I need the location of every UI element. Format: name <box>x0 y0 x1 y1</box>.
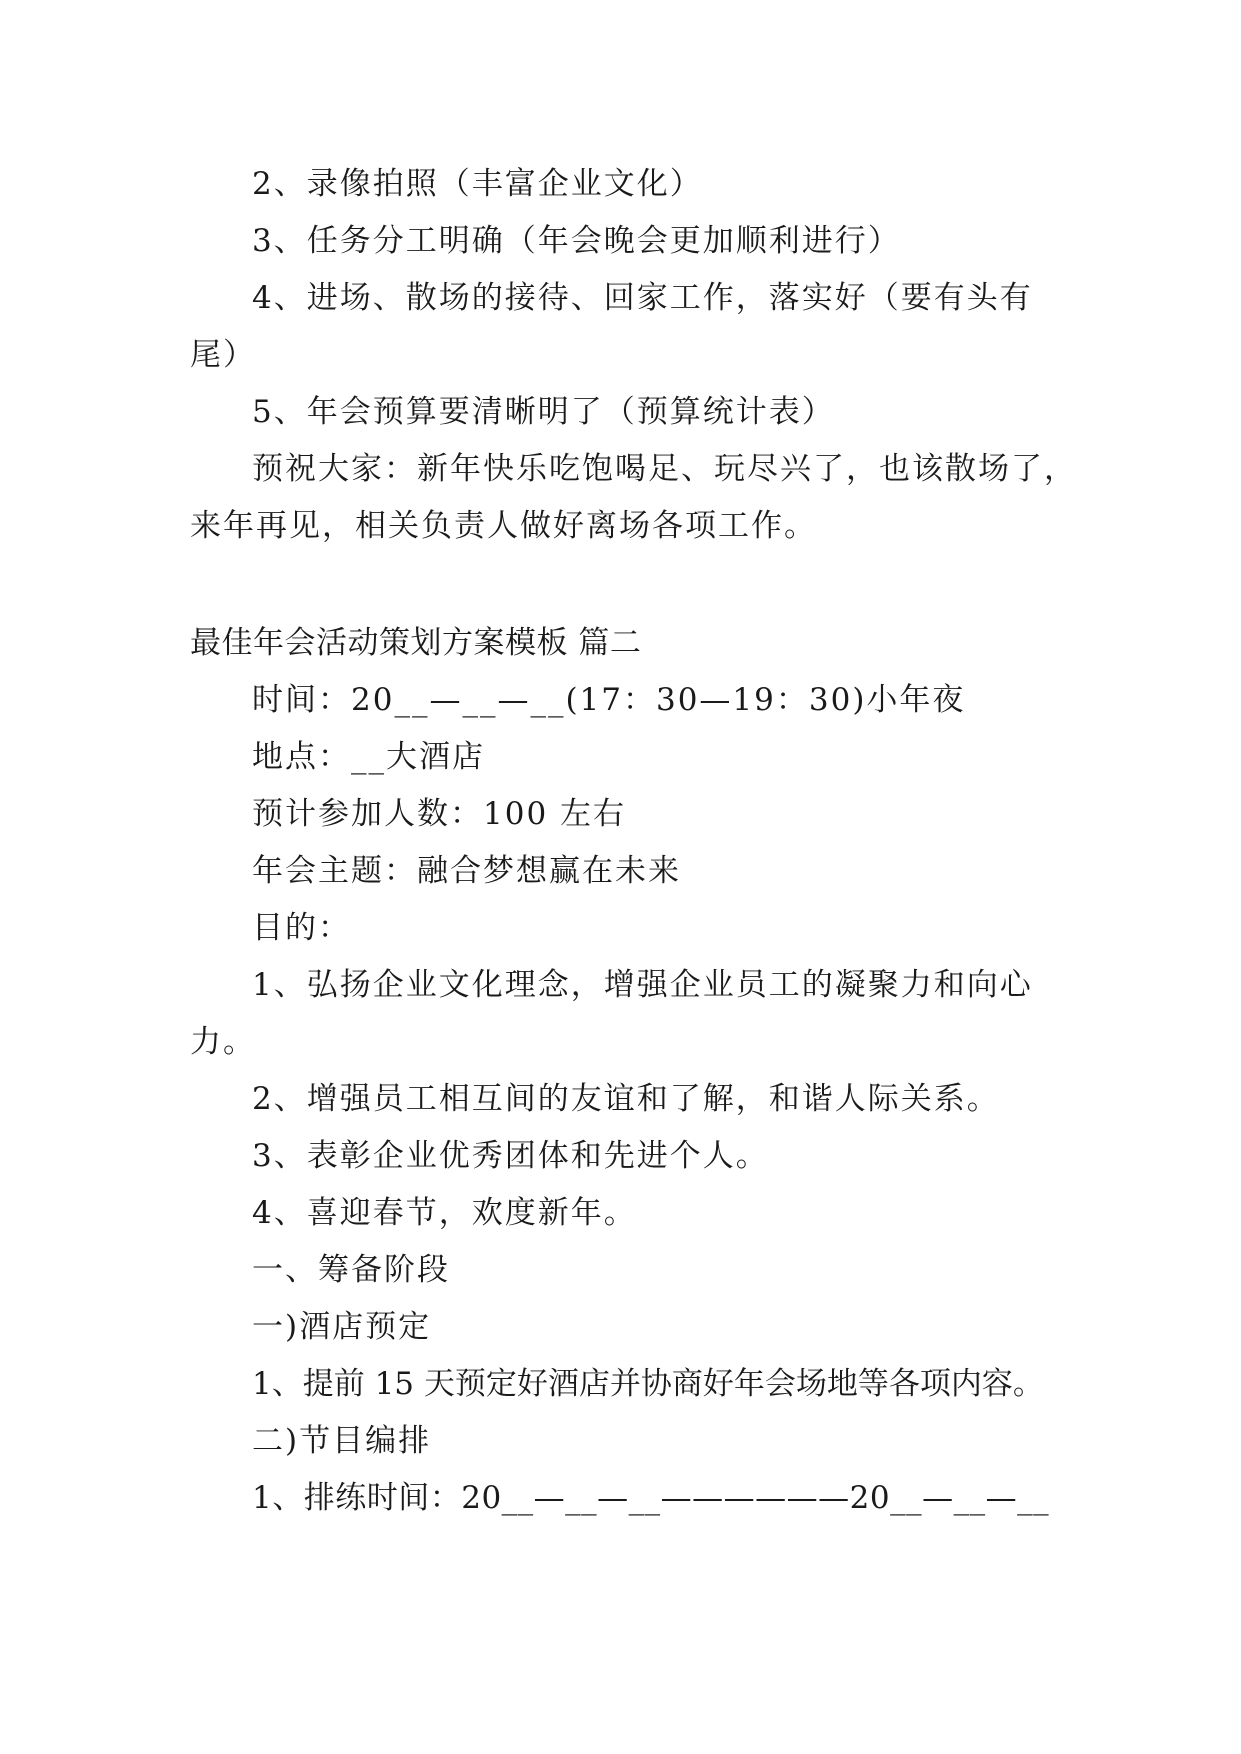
paragraph-line: 力。 <box>190 1024 256 1060</box>
paragraph-line: 3、表彰企业优秀团体和先进个人。 <box>252 1138 769 1174</box>
paragraph-line: 4、进场、散场的接待、回家工作，落实好（要有头有 <box>252 280 1033 316</box>
paragraph-line: 一、筹备阶段 <box>252 1252 450 1288</box>
paragraph-line: 目的： <box>252 910 351 946</box>
paragraph-line: 1、弘扬企业文化理念，增强企业员工的凝聚力和向心 <box>252 967 1033 1003</box>
paragraph-line: 地点：__大酒店 <box>252 739 485 775</box>
section-heading: 最佳年会活动策划方案模板 篇二 <box>190 625 642 661</box>
paragraph-line: 预计参加人数：100 左右 <box>252 796 627 832</box>
paragraph-line: 预祝大家：新年快乐吃饱喝足、玩尽兴了，也该散场了， <box>252 451 1077 487</box>
paragraph-line: 尾） <box>190 337 256 373</box>
paragraph-line: 2、录像拍照（丰富企业文化） <box>252 166 703 202</box>
paragraph-line: 1、提前 15 天预定好酒店并协商好年会场地等各项内容。 <box>252 1366 1044 1402</box>
paragraph-line: 二)节目编排 <box>252 1423 432 1459</box>
paragraph-line: 3、任务分工明确（年会晚会更加顺利进行） <box>252 223 901 259</box>
paragraph-line: 年会主题：融合梦想赢在未来 <box>252 853 681 889</box>
paragraph-line: 时间：20__—__—__(17：30—19：30)小年夜 <box>252 682 966 718</box>
paragraph-line: 5、年会预算要清晰明了（预算统计表） <box>252 394 835 430</box>
paragraph-line: 来年再见，相关负责人做好离场各项工作。 <box>190 508 817 544</box>
paragraph-line: 2、增强员工相互间的友谊和了解，和谐人际关系。 <box>252 1081 1000 1117</box>
paragraph-line: 一)酒店预定 <box>252 1309 432 1345</box>
paragraph-line: 4、喜迎春节，欢度新年。 <box>252 1195 637 1231</box>
paragraph-line: 1、排练时间：20__—__—__——————20__—__—__ <box>252 1480 1050 1516</box>
